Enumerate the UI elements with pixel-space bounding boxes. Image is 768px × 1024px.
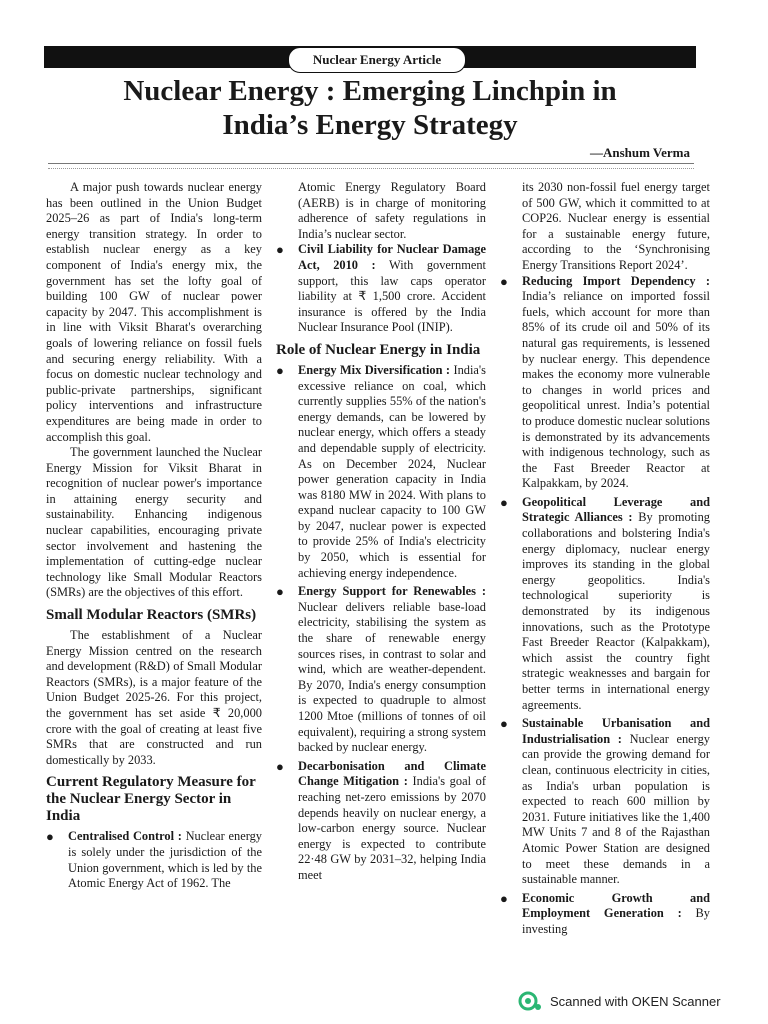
item-text: Nuclear energy is solely under the jurisdiction of the Union government, which is led by the Atomic Energy Act of 1962. The bbox=[68, 829, 262, 891]
list-item bbox=[500, 495, 710, 713]
smr-paragraph: The establishment of a Nuclear Energy Mission centred on the research and development (R&D) of Small Modular Reactors (SMRs), is a major feature of the Union Budget 2025-26. For this project, the government has set aside ₹ 20,000 crore with the goal of creating at least five SMRs that are constructed and run domestically by 2033. bbox=[46, 628, 262, 767]
item-title: Reducing Import Dependency : bbox=[522, 273, 710, 288]
author-byline: —Anshum Verma bbox=[589, 145, 690, 160]
bullet-icon: ● bbox=[500, 273, 508, 289]
item-title: Civil Liability for Nuclear Damage Act, 2010 : bbox=[298, 242, 486, 272]
list-item bbox=[46, 829, 262, 891]
item-title: Centralised Control : bbox=[68, 829, 182, 844]
list-item bbox=[500, 716, 710, 888]
section-label: Nuclear Energy Article bbox=[288, 47, 466, 73]
list-item bbox=[500, 274, 710, 492]
scanner-text: Scanned with OKEN Scanner bbox=[550, 993, 721, 1009]
item-text: Nuclear delivers reliable base-load electricity, stabilising the system as the share of renewable energy sources rises, in contrast to solar and wind, which are weather-dependent. By 2070, India's energy consumption is expected to quadruple to almost 1200 Mtoe (millions of tonnes of oil equivalent), requiring a strong system backed by nuclear energy. bbox=[298, 599, 486, 755]
title-line-2: India’s Energy Strategy bbox=[222, 109, 518, 141]
bullet-icon: ● bbox=[500, 890, 508, 906]
item-title: Sustainable Urbanisation and Industrialisation : bbox=[522, 716, 710, 746]
list-item bbox=[500, 891, 710, 938]
bullet-icon: ● bbox=[500, 716, 508, 732]
bullet-icon: ● bbox=[276, 362, 284, 378]
role-list-cont bbox=[500, 274, 710, 938]
item-title: Geopolitical Leverage and Strategic Alliances : bbox=[522, 494, 710, 525]
bullet-icon: ● bbox=[276, 758, 284, 774]
title-line-1: Nuclear Energy : Emerging Linchpin in bbox=[123, 75, 617, 107]
column-1 bbox=[46, 180, 262, 980]
aerb-paragraph: Atomic Energy Regulatory Board (AERB) is in charge of monitoring adherence of safety regulations in India’s nuclear sector. bbox=[298, 180, 486, 241]
cop26-paragraph: its 2030 non-fossil fuel energy target of 500 GW, which it committed to at COP26. Nuclear energy is essential for a sustainable energy future, according to the ‘Synchronising Energy Transitions Report 2024’. bbox=[522, 180, 710, 272]
item-text: India’s reliance on imported fossil fuels, which account for more than 85% of its crude oil and 50% of its natural gas requirements, is lessened by nuclear energy. This dependence makes the economy more vulnerable to changes in world prices and geopolitical unrest. India’s potential to produce domestic nuclear solutions is demonstrated by its advancements with indigenous technology, such as the Fast Breeder Reactor at Kalpakkam, by 2024. bbox=[522, 289, 710, 491]
regulatory-list bbox=[46, 829, 262, 891]
list-item bbox=[276, 584, 486, 756]
item-text: India's excessive reliance on coal, which currently supplies 55% of the nation's energy demands, can be lowered by nuclear energy, which offers a steady and dependable supply of electricity. As on December 2024, Nuclear power generation capacity in India was 8180 MW in 2024. With plans to expand nuclear capacity to 100 GW by 2047, nuclear power is expected to provide 25% of India's electricity by 2050, which is essential for achieving energy independence. bbox=[298, 362, 486, 580]
item-text: By investing bbox=[522, 906, 710, 936]
list-item bbox=[276, 363, 486, 581]
role-list bbox=[276, 363, 486, 884]
role-heading: Role of Nuclear Energy in India bbox=[276, 341, 481, 358]
list-item bbox=[276, 759, 486, 884]
scanner-watermark bbox=[518, 990, 721, 1012]
article-title bbox=[60, 74, 680, 142]
item-title: Economic Growth and Employment Generation : bbox=[522, 890, 710, 921]
column-2 bbox=[276, 180, 486, 980]
item-text: Nuclear energy can provide the growing demand for clean, continuous electricity in cities, as India's urban population is expected to reach 600 million by 2031. Future initiatives like the 1,400 MW Units 7 and 8 of the Rajasthan Atomic Power Station are designed to meet these demands in a sustainable manner. bbox=[522, 731, 710, 887]
item-title: Decarbonisation and Climate Change Mitigation : bbox=[298, 758, 486, 789]
regulatory-list-cont bbox=[276, 242, 486, 336]
bullet-icon: ● bbox=[46, 829, 54, 845]
bullet-icon: ● bbox=[500, 494, 508, 510]
divider bbox=[48, 163, 694, 169]
intro-paragraph: A major push towards nuclear energy has been outlined in the Union Budget 2025–26 as part of India's long-term energy transition strategy. In order to establish nuclear energy as a key component of India's energy mix, the government has set the lofty goal of building 100 GW of nuclear power capacity by 2047. This accomplishment is in line with Viksit Bharat's overarching goals of lowering reliance on fossil fuels and securing energy reliability. With a focus on domestic nuclear technology and public-private partnerships, significant policy interventions and infrastructure expenditures are being made in order to accomplish this goal. bbox=[46, 180, 262, 444]
item-text: By promoting collaborations and bolstering India's energy diplomacy, nuclear energy improves its standing in the global energy geopolitics. India's technological superiority is demonstrated by its indigenous innovations, such as the Prototype Fast Breeder Reactor (Kalpakkam), which assist the country fight strategic weaknesses and bargain for better terms in international energy agreements. bbox=[522, 510, 710, 712]
bullet-icon: ● bbox=[276, 584, 284, 600]
scanner-logo-icon bbox=[518, 991, 542, 1011]
item-title: Energy Mix Diversification : bbox=[298, 362, 451, 377]
item-text: With government support, this law caps operator liability at ₹ 1,500 crore. Accident insurance is offered by the India Nuclear Insurance Pool (INIP). bbox=[298, 257, 486, 335]
regulatory-heading: Current Regulatory Measure for the Nuclear Energy Sector in India bbox=[46, 774, 256, 825]
bullet-icon: ● bbox=[276, 242, 284, 258]
list-item bbox=[276, 242, 486, 336]
column-3 bbox=[500, 180, 710, 980]
item-text: India's goal of reaching net-zero emissions by 2070 depends heavily on nuclear energy, a low-carbon energy source. Nuclear energy is expected to contribute 22·48 GW by 2031–32, helping India meet bbox=[298, 774, 486, 882]
item-title: Energy Support for Renewables : bbox=[298, 584, 486, 599]
smr-heading: Small Modular Reactors (SMRs) bbox=[46, 607, 257, 624]
mission-paragraph: The government launched the Nuclear Energy Mission for Viksit Bharat in recognition of nuclear power's importance in attaining energy security and sustainability. Enhancing indigenous nuclear capabilities, encouraging private sector involvement and hastening the implementation of cutting-edge nuclear technology like Small Modular Reactors (SMRs) are the objectives of this effort. bbox=[46, 445, 262, 600]
